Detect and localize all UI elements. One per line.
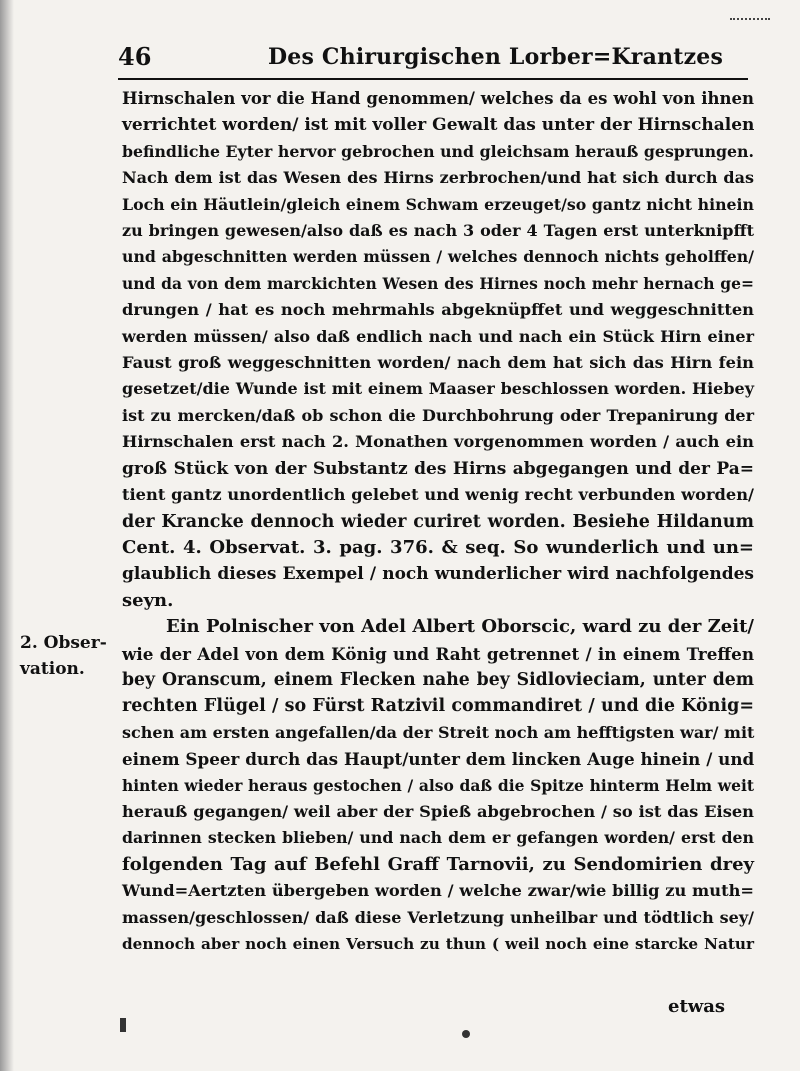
text-line: wie der Adel von dem König und Raht getrennet / in einem Treffen [122, 643, 754, 664]
text-line: Wund=Aertzten übergeben worden / welche zwar/wie billig zu muth= [122, 881, 754, 901]
text-line: groß Stück von der Substantz des Hirns abgegangen und der Pa= [122, 458, 754, 479]
page-number: 46 [118, 42, 152, 71]
page-header [118, 40, 758, 76]
header-rule [118, 78, 748, 80]
text-line: werden müssen/ also daß endlich nach und nach ein Stück Hirn einer [122, 326, 754, 346]
text-line: hinten wieder heraus gestochen / also daß die Spitze hinterm Helm weit [122, 775, 754, 795]
text-line: drungen / hat es noch mehrmahls abgeknüpffet und weggeschnitten [122, 300, 754, 320]
text-line: einem Speer durch das Haupt/unter dem lincken Auge hinein / und [122, 749, 755, 770]
catchword: etwas [668, 996, 726, 1017]
text-line: glaublich dieses Exempel / noch wunderlicher wird nachfolgendes [122, 564, 754, 585]
text-line: rechten Flügel / so Fürst Ratzivil commandiret / und die König= [122, 696, 754, 717]
body-text [122, 86, 754, 957]
text-line: verrichtet worden/ ist mit voller Gewalt das unter der Hirnschalen [122, 115, 755, 136]
text-line: schen am ersten angefallen/da der Streit noch am hefftigsten war/ mit [122, 722, 755, 742]
page-edge-shadow [0, 0, 14, 1071]
margin-note [20, 630, 120, 682]
text-line: ist zu mercken/daß ob schon die Durchbohrung oder Trepanirung der [122, 405, 754, 425]
text-line: Faust groß weggeschnitten worden/ nach dem hat sich das Hirn fein [122, 353, 754, 373]
text-line: Hirnschalen erst nach 2. Monathen vorgenommen worden / auch ein [122, 432, 754, 452]
text-line: darinnen stecken blieben/ und nach dem er gefangen worden/ erst den [122, 828, 754, 848]
running-title: Des Chirurgischen Lorber=Krantzes [268, 44, 724, 70]
text-line: der Krancke dennoch wieder curiret worden. Besiehe Hildanum [122, 511, 754, 532]
text-line: bey Oranscum, einem Flecken nahe bey Sidlovieciam, unter dem [122, 669, 754, 690]
text-line: befindliche Eyter hervor gebrochen und gleichsam herauß gesprungen. [122, 141, 754, 161]
text-line: massen/geschlossen/ daß diese Verletzung unheilbar und tödtlich sey/ [122, 907, 754, 927]
text-line: folgenden Tag auf Befehl Graff Tarnovii, zu Sendomirien drey [122, 853, 754, 875]
ink-speck [120, 1018, 126, 1032]
text-line: Loch ein Häutlein/gleich einem Schwam erzeuget/so gantz nicht hinein [122, 194, 754, 214]
text-line: herauß gegangen/ weil aber der Spieß abgebrochen / so ist das Eisen [122, 801, 754, 821]
text-line: dennoch aber noch einen Versuch zu thun ( weil noch eine starcke Natur [122, 935, 754, 953]
margin-note-line: vation. [20, 659, 85, 679]
text-line: Nach dem ist das Wesen des Hirns zerbrochen/und hat sich durch das [122, 168, 754, 188]
text-line: Ein Polnischer von Adel Albert Oborscic, ward zu der Zeit/ [166, 616, 754, 638]
text-line: zu bringen gewesen/also daß es nach 3 oder 4 Tagen erst unterknipfft [122, 221, 754, 241]
corner-mark [730, 18, 770, 26]
text-line: seyn. [122, 589, 174, 611]
text-line: gesetzet/die Wunde ist mit einem Maaser beschlossen worden. Hiebey [122, 379, 754, 399]
text-line: und abgeschnitten werden müssen / welches dennoch nichts geholffen/ [122, 247, 754, 267]
text-line: tient gantz unordentlich gelebet und wenig recht verbunden worden/ [122, 485, 754, 505]
text-line: Hirnschalen vor die Hand genommen/ welches da es wohl von ihnen [122, 89, 754, 108]
text-line: und da von dem marckichten Wesen des Hirnes noch mehr hernach ge= [122, 273, 754, 293]
text-line: Cent. 4. Observat. 3. pag. 376. & seq. So wunderlich und un= [122, 536, 754, 558]
ink-speck [462, 1030, 470, 1038]
margin-note-line: 2. Obser- [20, 633, 107, 653]
